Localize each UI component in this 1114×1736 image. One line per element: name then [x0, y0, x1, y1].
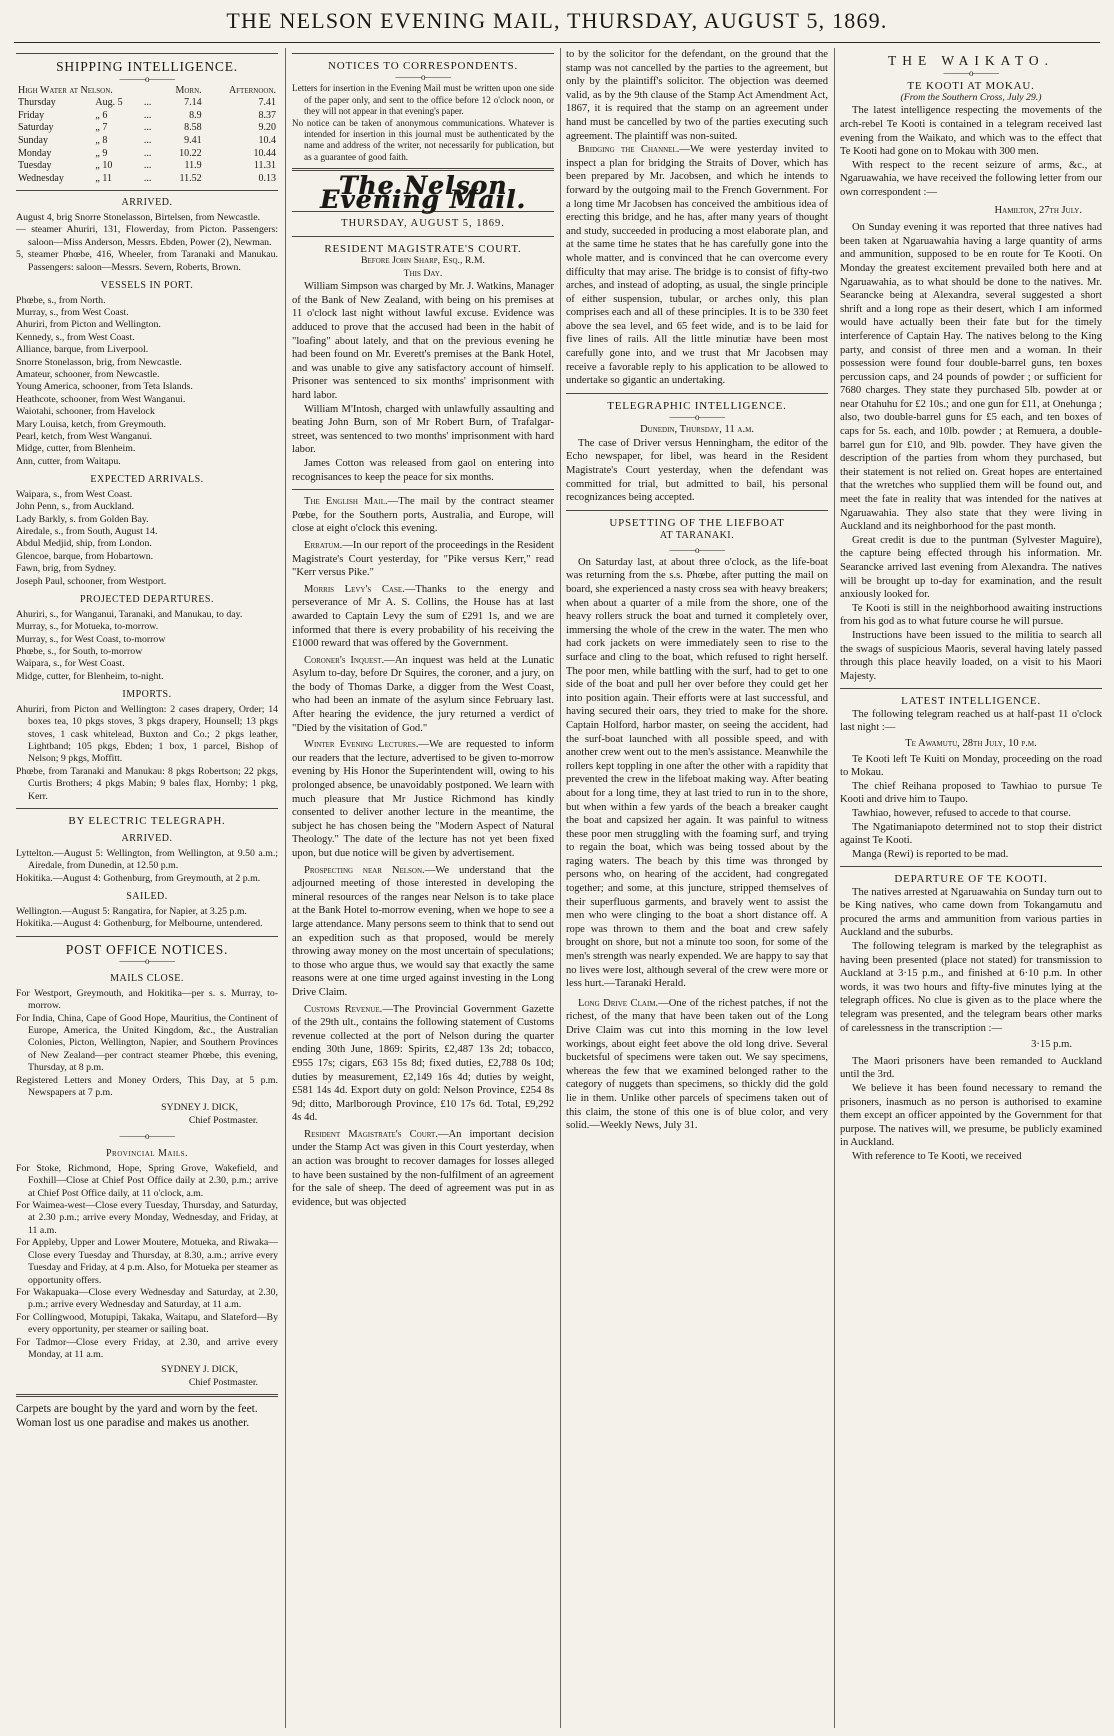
- column-divider: [560, 48, 561, 1728]
- stamp-act-continuation: to by the solicitor for the defendant, on the ground that the stamp was not cancelled by the parties to the agreement, but only by the plaintiff's solicitor. The objection was deemed valid, as by the 9th clause of the Stamp Act Amendment Act, 1867, it is required that the stamp on an agreement under hand must be cancelled by two of the parties executing such agreement. The plaintiff was non-suited.: [566, 49, 828, 142]
- latest-item: Te Kooti left Te Kuiti on Monday, proceeding on the road to Mokau.: [840, 753, 1102, 779]
- paragraph-lead: The English Mail.: [304, 496, 388, 508]
- arrival-entry: 5, steamer Phœbe, 416, Wheeler, from Taranaki and Manukau. Passengers: saloon—Messrs. Severn, Roberts, Brown.: [16, 249, 278, 273]
- ornament: ———o———: [943, 67, 999, 78]
- postmaster-signature: SYDNEY J. DICK,: [161, 1102, 238, 1114]
- divider: [16, 190, 278, 191]
- postmaster-title: Chief Postmaster.: [188, 1114, 258, 1126]
- tide-cell: 7.14: [184, 97, 202, 109]
- paragraph-text: —The Provincial Government Gazette of the 29th ult., contains the following statement of Customs revenue collected at the port of Nelson during the quarter ending 30th June, 1869: Spirits, £2,487 13s 2d; tobacco, £955 17s; cigars, £63 15s 8d; fixed duties, £2,788 0s 10d; duties by measurement, £2,149 16s 4d; duties by weight, £581 14s 4d. Export duty on gold: Nelson Province, £254 8s 9d; ditto, Marlborough Province, £10 17s 6d. Total, £9,292 4s 4d.: [292, 1003, 554, 1124]
- lifeboat-subheading: AT TARANAKI.: [659, 530, 735, 542]
- masthead-rule: [14, 42, 1100, 43]
- tide-cell: Tuesday: [18, 160, 52, 172]
- provincial-mail-entry: For Collingwood, Motupipi, Takaka, Waitapu, and Slateford—By every opportunity, per steamer or sailing boat.: [16, 1311, 278, 1336]
- notice-entry: No notice can be taken of anonymous communications. Whatever is intended for insertion in this journal must be authenticated by the name and address of the writer, not necessarily for publication, but as a guarantee of good faith.: [292, 117, 554, 162]
- tide-cell: „ 9: [95, 147, 108, 159]
- column-4: [840, 48, 1102, 1728]
- tide-cell: 9.41: [184, 134, 202, 146]
- departure-list: [840, 886, 1102, 1036]
- news-paragraph: [292, 738, 554, 860]
- lifeboat-text: On Saturday last, at about three o'clock, as the life-boat was returning from the s.s. Phœbe, after putting the mail on board, she experienced a nasty cross sea with heavy breakers; when about a quarter of a mile from the shore, one of the heavy rollers struck the boat and turned it completely over, immersing the whole of the crew in the water. The men who had cork jackets on were immediately seen to rise to the surface and cling to the boat, which refused to right herself. The poor men, while battling with the surf, had to get to one side of the boat and pull her over before they could get her into position again. Their efforts were at last successful, and having secured their oars, they tried to make for the shore. Captain Holford, harbor master, on seeing the accident, had the surf-boat launched with all possible speed, and with another crew went out to the men's assistance. Meanwhile the rollers kept toppling in one after the other with a rapidity that prevented the crew in the lifeboat making way. After beating about for a long time, they at last tried to run in to the shore, but when within a few yards of the beach a breaker caught the boat and capsized her again. It was painful to witness these poor men struggling with the foaming surf, and trying to regain the boat, which was being tossed about by the raging waters. The beach by this time was thronged by persons who, on hearing of the accident, had congregated together; and some, at this juncture, stripped themselves of their superfluous garments, and bravely went to assist the men who were clinging to the boat a short distance off. A rope was thrown to them and the boat and crew safely brought on shore, but not a minute too soon, for some of the men's strength was nearly expended. We are happy to say that no lives were lost, although several of the crew were more or less hurt.—Taranaki Herald.: [566, 556, 828, 990]
- divider: [292, 236, 554, 237]
- mails-heading: MAILS CLOSE.: [110, 973, 184, 985]
- departure-time: 3·15 p.m.: [1031, 1039, 1072, 1051]
- paragraph-text: —The mail by the contract steamer Pœbe, for the Southern ports, Australia, and Europe, will close at eight o'clock this evening.: [292, 496, 554, 535]
- news-paragraphs: [292, 495, 554, 1209]
- tide-cell: 11.31: [253, 160, 276, 172]
- departure-paragraph: We believe it has been found necessary to remand the prisoners, inasmuch as no person is authorised to examine them except an officer appointed by the Government for that purpose. The natives will, we presume, be publicly examined in Auckland.: [840, 1083, 1102, 1149]
- tide-cell: 10.22: [179, 147, 202, 159]
- expected-entry: Lady Barkly, s. from Golden Bay.: [16, 513, 149, 525]
- notices-heading: NOTICES TO CORRESPONDENTS.: [328, 60, 518, 72]
- hamilton-dateline: Hamilton, 27th July.: [994, 204, 1082, 216]
- tide-cell: „ 8: [95, 134, 108, 146]
- kooti-paragraph: The latest intelligence respecting the movements of the arch-rebel Te Kooti is contained in a telegram received last evening from the Waikato, and which was to the effect that Te Kooti had gone on to Mokau with 300 men.: [840, 105, 1102, 158]
- news-paragraph: [292, 539, 554, 580]
- tel-arrived-heading: ARRIVED.: [121, 833, 173, 845]
- mail-entry: For Westport, Greymouth, and Hokitika—per s. s. Murray, to-morrow.: [16, 987, 278, 1012]
- tel-arrived-list: [16, 848, 278, 885]
- latest-item: Manga (Rewi) is reported to be mad.: [852, 848, 1009, 860]
- telegraph-heading: BY ELECTRIC TELEGRAPH.: [68, 814, 226, 827]
- latest-item: The chief Reihana proposed to Tawhiao to pursue Te Kooti and drive him to Taupo.: [840, 780, 1102, 806]
- expected-entry: John Penn, s., from Auckland.: [16, 501, 135, 513]
- mails-list: [16, 988, 278, 1100]
- tide-row: [16, 110, 278, 123]
- news-paragraph: [292, 1128, 554, 1210]
- tide-row: [16, 148, 278, 161]
- tel-sailed-list: [16, 906, 278, 931]
- paragraph-lead: Prospecting near Nelson.: [304, 864, 425, 876]
- paragraph-lead: Winter Evening Lectures.: [304, 739, 419, 751]
- telegraph-sailing: Hokitika.—August 4: Gothenburg, for Melbourne, untendered.: [16, 918, 263, 930]
- column-2: [292, 48, 554, 1728]
- latest-item: The Ngatimaniapoto determined not to stop their district against Te Kooti.: [840, 821, 1102, 847]
- departure-heading: DEPARTURE OF TE KOOTI.: [894, 873, 1048, 886]
- expected-entry: Fawn, brig, from Sydney.: [16, 563, 117, 575]
- imports-heading: IMPORTS.: [122, 689, 172, 701]
- expected-heading: EXPECTED ARRIVALS.: [90, 474, 204, 486]
- tide-cell: 8.9: [189, 109, 202, 121]
- divider: [16, 53, 278, 54]
- tide-row: [16, 122, 278, 135]
- tide-cell: „ 7: [95, 122, 108, 134]
- tide-cell: Wednesday: [18, 172, 64, 184]
- divider: [292, 53, 554, 54]
- divider: [16, 1394, 278, 1397]
- closing-quips: Carpets are bought by the yard and worn by the feet. Woman lost us one paradise and makes us another.: [16, 1403, 258, 1430]
- shipping-heading: SHIPPING INTELLIGENCE.: [56, 59, 238, 74]
- provincial-heading: Provincial Mails.: [105, 1148, 188, 1160]
- tide-cell: 0.13: [258, 172, 276, 184]
- arrival-entry: August 4, brig Snorre Stonelasson, Birtelsen, from Newcastle.: [16, 211, 261, 223]
- telegraphic-dateline: Dunedin, Thursday, 11 a.m.: [640, 424, 754, 436]
- divider: [566, 510, 828, 511]
- masthead-title: THE NELSON EVENING MAIL, THURSDAY, AUGUST 5, 1869.: [226, 8, 888, 33]
- court-before: Before John Sharp, Esq., R.M.: [360, 255, 486, 267]
- divider: [16, 936, 278, 937]
- projected-heading: PROJECTED DEPARTURES.: [80, 594, 214, 606]
- departure-paragraph: The Maori prisoners have been remanded to Auckland until the 3rd.: [840, 1055, 1102, 1081]
- postmaster-title: Chief Postmaster.: [188, 1376, 258, 1388]
- vessel-entry: Ahuriri, from Picton and Wellington.: [16, 319, 161, 331]
- expected-entry: Abdul Medjid, ship, from London.: [16, 538, 152, 550]
- departure-entry: Waipara, s., for West Coast.: [16, 658, 125, 670]
- tide-cell: 11.9: [184, 160, 202, 172]
- bridging-text: —We were yesterday invited to inspect a plan for bridging the Straits of Dover, which has been prepared by Mr. Jacobsen, and which he intends to forward by the outgoing mail to the French Government. For a long time Mr Jacobsen has conceived the ambitious idea of erecting this bridge, and he has, after many years of thought and study, succeeded in producing a most elaborate plan, and at the same time he states that he has carefully gone into the whole matter, and is convinced that he can overcome every difficulty that may arise. The bridge is to consist of fifty-two arches, and instead of adopting, as usual, the single principle of either suspension, tubular, or arches only, this plan comprises each and all of these principles. It is to be 330 feet above the sea level, and 65 feet wide, and is to be laid for five lines of rails. All the little minutiæ have been most carefully gone into, and we trust that Mr Jacobsen may receive a favorable reply to his application to be allowed to undertake so gigantic an undertaking.: [566, 144, 828, 387]
- tide-cell: ...: [143, 147, 152, 159]
- tide-cell: 10.4: [258, 134, 276, 146]
- tide-header-morning: Morn.: [175, 84, 202, 96]
- mail-entry: For India, China, Cape of Good Hope, Mauritius, the Continent of Europe, America, the United Kingdom, &c., the Australian Colonies, Picton, Wellington, Napier, and Southern Provinces of New Zealand—per contract steamer Phœbe, this evening, Thursday, at 8 p.m.: [16, 1012, 278, 1074]
- longdrive-paragraph: [566, 997, 828, 1133]
- dateline: THURSDAY, AUGUST 5, 1869.: [341, 218, 505, 230]
- tide-cell: Friday: [18, 109, 45, 121]
- kooti-source: (From the Southern Cross, July 29.): [900, 92, 1042, 103]
- arrived-heading: ARRIVED.: [121, 197, 173, 209]
- kooti-body: [840, 221, 1102, 683]
- news-paragraph: [292, 495, 554, 536]
- tide-table: [16, 85, 278, 186]
- news-paragraph: [292, 583, 554, 651]
- ornament: ———o———: [395, 72, 451, 83]
- latest-list: [840, 753, 1102, 862]
- news-paragraph: [292, 1003, 554, 1125]
- paragraph-lead: Resident Magistrate's Court.: [304, 1128, 438, 1140]
- telegraphic-text: The case of Driver versus Henningham, the editor of the Echo newspaper, for libel, was heard in the Resident Magistrate's Court yesterday, when the defendant was committed for trial, but admitted to bail, his personal recognizances being accepted.: [566, 437, 828, 504]
- vessels-heading: VESSELS IN PORT.: [100, 279, 194, 291]
- vessel-entry: Phœbe, s., from North.: [16, 294, 106, 306]
- divider: [840, 866, 1102, 867]
- notice-entry: Letters for insertion in the Evening Mail must be written upon one side of the paper only, and sent to the office before 12 o'clock noon, or they will not appear in that evening's paper.: [292, 83, 554, 117]
- departure-paragraph: The following telegram is marked by the telegraphist as having been presented (place not stated) for transmission to Auckland at 3·15 p.m., and finished at 6·10 p.m. In other words, it was two hours and fifty-five minutes lying at the telegraph offices. No clue is given as to the place where the telegram was presented, and the telegram bears other marks of carelessness in the transcription :—: [840, 941, 1102, 1034]
- departure-entry: Murray, s., for Motueka, to-morrow.: [16, 621, 159, 633]
- tide-cell: Aug. 5: [95, 97, 123, 109]
- court-report: [292, 280, 554, 484]
- imports-list: [16, 704, 278, 803]
- tide-cell: ...: [143, 134, 152, 146]
- kooti-paragraph: With respect to the recent seizure of arms, &c., at Ngaruawahia, we have received the following letter from our own correspondent :—: [840, 159, 1102, 198]
- court-day: This Day.: [403, 267, 443, 279]
- kooti-paragraph: On Sunday evening it was reported that three natives had been taken at Ngaruawahia having a large quantity of arms and ammunition, supposed to be en route for Te Kooti. On Monday the greatest excitement prevailed both here and at Ngaruawahia, as to what should be done to the natives. Mr. Searancke being at Alexandra, several suggested a short shrift and a long rope as their desert, which I am informed would have actually been their fate but for the timely interference of Captain Hay. The natives belong to the King party, and consist of three men and a woman. In their possession were found four double-barrel guns, ten boxes percussion caps, and 24 pounds of powder ; or sufficient for 7680 charges. They state they purchased 5lb. powder at or near Otahuhu for £2 10s.; and one gun for £11, at Onehunga ; also, two double-barrel guns for £5 each, and ten boxes of caps for 5s. each, and 10lb. powder ; at Remuera, a double-barrel gun for £10, and 9lb. powder. They have given the description of the parties from whom they purchased, but their statement is not relied on. Great hopes are entertained that the wretches who supplied them will be found out, and meet the fate in reality that was intended for the natives at Ngaruawahia. They also state that they were living in Auckland and its neighborhood for the past month.: [840, 222, 1102, 533]
- tide-cell: 7.41: [258, 97, 276, 109]
- vessels-list: [16, 295, 278, 469]
- mail-entry: Registered Letters and Money Orders, This Day, at 5 p.m. Newspapers at 7 p.m.: [16, 1074, 278, 1099]
- expected-entry: Glencoe, barque, from Hobartown.: [16, 550, 154, 562]
- vessel-entry: Alliance, barque, from Liverpool.: [16, 344, 149, 356]
- paragraph-text: —We are requested to inform our readers that the lecture, advertised to be given to-morrow evening by His Honor the Superintendent will, owing to his prolonged absence, be unavoidably postponed. We learn with much pleasure that Mr Justice Richmond has kindly consented to deliver another lecture in the meantime, the subject he has chosen being the "Modern Aspect of Natural Theology." The date of the lecture has not yet been fixed upon, but due notice will be given by advertisement.: [292, 739, 554, 859]
- tide-cell: ...: [143, 97, 152, 109]
- paragraph-text: —In our report of the proceedings in the Resident Magistrate's Court yesterday, for "Pike versus Kerr," read "Kerr versus Pike.": [292, 539, 554, 579]
- telegraphic-heading: TELEGRAPHIC INTELLIGENCE.: [607, 399, 787, 412]
- latest-item: Tawhiao, however, refused to accede to that course.: [852, 807, 1071, 819]
- departure-entry: Midge, cutter, for Blenheim, to-night.: [16, 670, 164, 682]
- court-case: James Cotton was released from gaol on entering into recognisances to keep the peace for six months.: [292, 457, 554, 483]
- telegraph-sailing: Wellington.—August 5: Rangatira, for Napier, at 3.25 p.m.: [16, 905, 247, 917]
- ornament: ———o———: [669, 412, 725, 423]
- departure-entry: Phœbe, s., for South, to-morrow: [16, 645, 143, 657]
- kooti-heading: TE KOOTI AT MOKAU.: [907, 79, 1035, 92]
- paragraph-lead: Erratum.: [304, 539, 343, 551]
- tide-cell: 8.58: [184, 122, 202, 134]
- vessel-entry: Waiotahi, schooner, from Havelock: [16, 406, 155, 418]
- import-entry: Ahuriri, from Picton and Wellington: 2 cases drapery, Order; 14 boxes tea, 10 pkgs stoves, 3 pkgs drapery, Hounsell; 13 pkgs stoves, 1 cask whitelead, Buxton and Co.; 2 pkgs leather, Lightband; 105 pkgs, Ebden; 1 box, 1 parcel, Bishop of Nelson; 9 pkgs, Moffitt.: [16, 703, 278, 765]
- tide-cell: ...: [143, 172, 152, 184]
- divider: [16, 808, 278, 809]
- arrival-entry: — steamer Ahuriri, 131, Flowerday, from Picton. Passengers: saloon—Miss Anderson, Messrs. Ebden, Power (2), Newman.: [16, 224, 278, 248]
- ornament: ———o———: [119, 73, 175, 84]
- import-entry: Phœbe, from Taranaki and Manukau: 8 pkgs Robertson; 22 pkgs, Curtis Brothers; 4 pkgs Mabin; 9 bales flax, Hornby; 1 pkg, Kerr.: [16, 765, 278, 802]
- vessel-entry: Mary Louisa, ketch, from Greymouth.: [16, 418, 166, 430]
- tide-cell: Monday: [18, 147, 52, 159]
- postmaster-signature: SYDNEY J. DICK,: [161, 1364, 238, 1376]
- tide-cell: 9.20: [258, 122, 276, 134]
- paragraph-lead: Coroner's Inquest.: [304, 654, 385, 666]
- latest-dateline: Te Awamutu, 28th July, 10 p.m.: [905, 737, 1037, 749]
- column-divider: [285, 48, 286, 1728]
- kooti-paragraph: Great credit is due to the puntman (Sylvester Maguire), the capture being effected through his information. Mr. Searancke arrived last evening from Alexandra. The natives will be brought up to-day for examination, and the result anxiously looked for.: [840, 534, 1102, 601]
- latest-intro: The following telegram reached us at half-past 11 o'clock last night :—: [840, 708, 1102, 734]
- ornament: ———o———: [119, 1131, 175, 1142]
- column-3: [566, 48, 828, 1728]
- projected-list: [16, 609, 278, 683]
- tide-cell: ...: [143, 160, 152, 172]
- longdrive-text: —One of the richest patches, if not the richest, of the many that have been taken out of the Long Drive Claim was cut into this morning in the low level workings, about eight feet above the old long drive. Several bucketsful of specimens were taken out. We say specimens, whereas the few that we examined belonged rather to the category of nuggets than specimens, so thickly did the gold lie in them. Unlike other parcels of specimens taken out of this claim, the stone of this one is of blue color, and very solid.—Weekly News, July 31.: [566, 997, 828, 1132]
- court-heading: RESIDENT MAGISTRATE'S COURT.: [324, 243, 522, 256]
- paragraph-lead: Morris Levy's Case.: [304, 583, 405, 595]
- provincial-mail-entry: For Waimea-west—Close every Tuesday, Thursday, and Saturday, at 2.30 p.m.; arrive every Monday, Wednesday, and Friday, at 11 a.m.: [16, 1200, 278, 1236]
- provincial-mail-entry: For Appleby, Upper and Lower Moutere, Motueka, and Riwaka—Close every Tuesday and Thursday, at 8.30, a.m.; arrive every Tuesday and Friday, at 4 p.m. Also, for Motueka per steamer as opportunity offers.: [16, 1237, 278, 1286]
- tide-cell: 11.52: [179, 172, 202, 184]
- tide-header-place: High Water at Nelson.: [18, 84, 113, 96]
- court-case: William M'Intosh, charged with unlawfully assaulting and beating John Burn, son of Mr Robert Burn, of Trafalgar-street, was sentenced to two months' imprisonment with hard labor.: [292, 403, 554, 456]
- vessel-entry: Kennedy, s., from West Coast.: [16, 331, 135, 343]
- expected-entry: Waipara, s., from West Coast.: [16, 488, 133, 500]
- news-paragraph: [292, 654, 554, 736]
- column-1: [16, 48, 278, 1728]
- provincial-mail-entry: For Tadmor—Close every Friday, at 2.30, and arrive every Monday, at 11 a.m.: [16, 1336, 278, 1360]
- departure-end: [840, 1055, 1102, 1164]
- vessel-entry: Heathcote, schooner, from West Wanganui.: [16, 393, 186, 405]
- kooti-paragraph: Te Kooti is still in the neighborhood awaiting instructions from his god as to what future course he will pursue.: [840, 602, 1102, 628]
- vessel-entry: Amateur, schooner, from Newcastle.: [16, 369, 160, 380]
- paragraph-text: —An important decision under the Stamp Act was given in this Court yesterday, when an action was brought to recover damages for losses alleged to have been sustained by the non-fulfilment of an agreement for the sale of sheep. The deed of agreement was put in as evidence, but was objected: [292, 1128, 554, 1208]
- divider: [292, 489, 554, 490]
- tide-cell: Saturday: [18, 122, 54, 134]
- expected-entry: Joseph Paul, schooner, from Westport.: [16, 575, 167, 587]
- vessel-entry: Midge, cutter, from Blenheim.: [16, 443, 136, 455]
- tel-sailed-heading: SAILED.: [126, 891, 168, 903]
- vessel-entry: Young America, schooner, from Teta Islands.: [16, 381, 193, 393]
- tide-cell: 10.44: [253, 147, 276, 159]
- waikato-heading: THE WAIKATO.: [888, 53, 1054, 68]
- tide-cell: „ 11: [95, 172, 112, 184]
- tide-cell: 8.37: [258, 109, 276, 121]
- provincial-list: [16, 1163, 278, 1362]
- expected-list: [16, 489, 278, 588]
- tide-row: [16, 97, 278, 110]
- nameplate: The Nelson Evening Mail.: [319, 171, 527, 214]
- paragraph-text: —An inquest was held at the Lunatic Asylum to-day, before Dr Squires, the coroner, and a jury, on the body of Thomas Darke, a digger from the West Coast, who had been an inmate of the asylum since February last. After hearing the evidence, the jury returned a verdict of "Died by the visitation of God.": [292, 654, 554, 734]
- vessel-entry: Murray, s., from West Coast.: [16, 306, 129, 318]
- lifeboat-heading: UPSETTING OF THE LIEFBOAT: [609, 516, 785, 529]
- departure-paragraph: The natives arrested at Ngaruawahia on Sunday turn out to be King natives, who came down from Tokangamutu and procured the arms and ammunition from various parties in Auckland and the suburbs.: [840, 886, 1102, 939]
- telegraph-arrival: Lyttelton.—August 5: Wellington, from Wellington, at 9.50 a.m.; Airedale, from Dunedin, at 12.50 p.m.: [16, 847, 278, 872]
- vessel-entry: Pearl, ketch, from West Wanganui.: [16, 431, 152, 443]
- paragraph-lead: Customs Revenue.: [304, 1003, 383, 1015]
- tide-row: [16, 173, 278, 186]
- ornament: ———o———: [119, 956, 175, 967]
- departure-entry: Murray, s., for West Coast, to-morrow: [16, 633, 166, 645]
- divider: [840, 688, 1102, 689]
- tide-cell: ...: [143, 109, 152, 121]
- notices-list: [292, 83, 554, 163]
- vessel-entry: Ann, cutter, from Waitapu.: [16, 455, 121, 467]
- divider: [566, 393, 828, 394]
- vessel-entry: Snorre Stonelasson, brig, from Newcastle.: [16, 356, 182, 368]
- paragraph-text: —Thanks to the energy and perseverance of Mr A. S. Collins, the House has at last awarded to Captain Levy the sum of £291 1s, and we are informed that there is every probability of his receiving the £1000 reward that was offered by the Government.: [292, 583, 554, 650]
- provincial-mail-entry: For Wakapuaka—Close every Wednesday and Saturday, at 2.30, p.m.; arrive every Wednesday and Saturday, at 11 a.m.: [16, 1286, 278, 1311]
- arrived-list: [16, 212, 278, 274]
- ornament: ———o———: [669, 544, 725, 555]
- tide-header-afternoon: Afternoon.: [228, 84, 276, 96]
- kooti-paragraph: Instructions have been issued to the militia to search all the swags of suspicious Maoris, several having lately passed through this place heavily loaded, on a visit to his Maori Majesty.: [840, 629, 1102, 682]
- post-office-heading: POST OFFICE NOTICES.: [65, 941, 229, 957]
- court-case: William Simpson was charged by Mr. J. Watkins, Manager of the Bank of New Zealand, with being on his premises at 11 o'clock last night without lawful excuse. Evidence was adduced to prove that the accused had been in the habit of "loafing" about lately, and that on the previous evening he had been found on Mr. Everett's premises at the Bank Hotel, and was unable to give any satisfactory account of himself. Prisoner was sentenced to six months' imprisonment with hard labor.: [292, 281, 554, 401]
- latest-heading: LATEST INTELLIGENCE.: [901, 695, 1041, 708]
- paragraph-text: —We understand that the adjourned meeting of those interested in developing the mineral resources of the ranges near Nelson is to take place at the Bank Hotel to-morrow evening, when we hope to see a large attendance. Many persons seem to think that to send out an expedition such as that proposed, would be merely throwing away money on the most uncertain of speculations; to those who argue thus, we would say that exactly the same reasons were at one time urged against investing in the Long Drive Claim.: [292, 864, 554, 998]
- tide-row: [16, 160, 278, 173]
- tide-cell: Thursday: [18, 97, 56, 109]
- departure-entry: Ahuriri, s., for Wanganui, Taranaki, and Manukau, to day.: [16, 608, 243, 620]
- tide-row: [16, 135, 278, 148]
- tide-cell: ...: [143, 122, 152, 134]
- tide-cell: „ 6: [95, 109, 108, 121]
- provincial-mail-entry: For Stoke, Richmond, Hope, Spring Grove, Wakefield, and Foxhill—Close at Chief Post Office daily at 2.30, p.m.; arrive at Chief Post Office daily, at 11 o'clock, a.m.: [16, 1162, 278, 1199]
- news-paragraph: [292, 864, 554, 1000]
- departure-paragraph: With reference to Te Kooti, we received: [852, 1150, 1022, 1162]
- bridging-lead: Bridging the Channel.: [578, 144, 680, 156]
- longdrive-lead: Long Drive Claim.: [578, 997, 659, 1009]
- bridging-paragraph: [566, 143, 828, 388]
- telegraph-arrival: Hokitika.—August 4: Gothenburg, from Greymouth, at 2 p.m.: [16, 872, 261, 884]
- tide-cell: Sunday: [18, 134, 48, 146]
- expected-entry: Airedale, s., from South, August 14.: [16, 526, 158, 538]
- kooti-intro: [840, 104, 1102, 199]
- column-divider: [834, 48, 835, 1728]
- tide-cell: „ 10: [95, 160, 113, 172]
